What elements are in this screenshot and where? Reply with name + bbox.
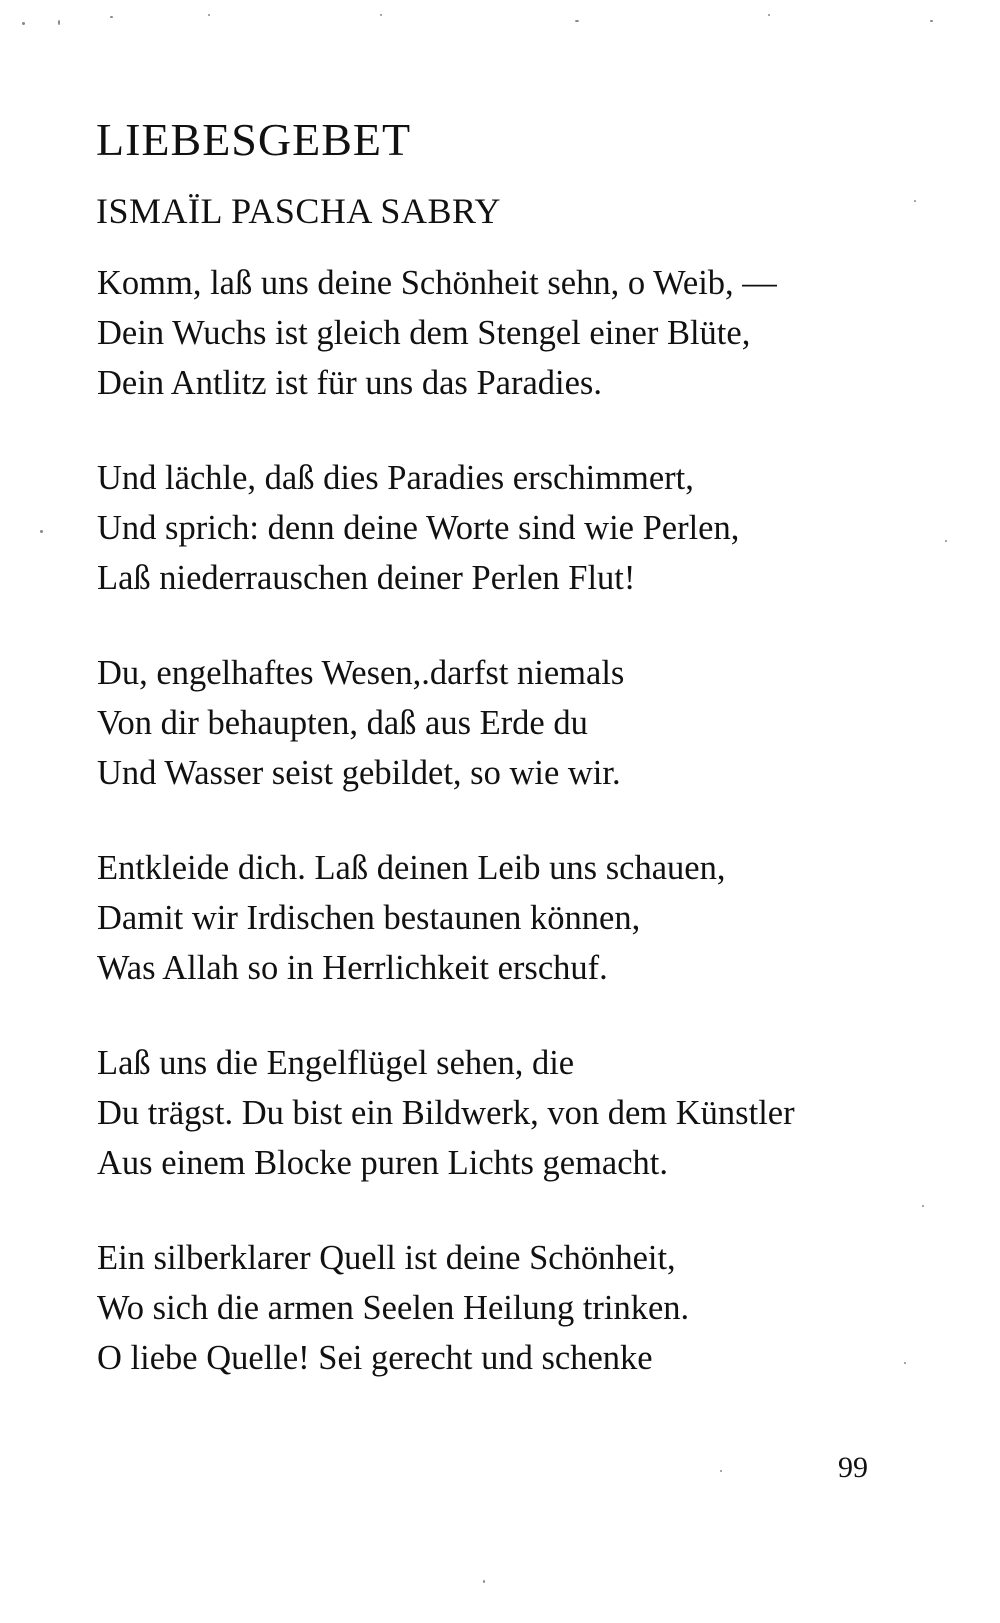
poem-line: Komm, laß uns deine Schönheit sehn, o Weib, — [97, 264, 777, 302]
stanza-3 [97, 648, 957, 798]
scan-speck [575, 20, 579, 22]
page-number: 99 [838, 1451, 868, 1484]
poem-line: Dein Antlitz ist für uns das Paradies. [97, 364, 602, 402]
scan-speck [768, 14, 770, 16]
scan-speck [208, 14, 210, 16]
poem-line: Laß niederrauschen deiner Perlen Flut! [97, 559, 636, 597]
poem-line: Von dir behaupten, daß aus Erde du [97, 704, 588, 742]
stanza-4 [97, 843, 957, 993]
poem-line: Wo sich die armen Seelen Heilung trinken. [97, 1289, 690, 1327]
poem-author: ISMAÏL PASCHA SABRY [96, 191, 501, 231]
poem-line: Entkleide dich. Laß deinen Leib uns schauen, [97, 849, 726, 887]
poem-line: Du, engelhaftes Wesen,.darfst niemals [97, 654, 625, 692]
scan-speck [110, 16, 113, 18]
scan-speck [922, 1205, 924, 1207]
scan-speck [720, 1470, 722, 1472]
scan-speck [483, 1580, 485, 1583]
stanza-6 [97, 1233, 957, 1383]
scan-speck [930, 20, 933, 22]
stanza-2 [97, 453, 957, 603]
stanza-5 [97, 1038, 957, 1188]
poem-body [97, 258, 957, 1428]
scan-speck [58, 20, 60, 25]
poem-line: Damit wir Irdischen bestaunen können, [97, 899, 641, 937]
poem-title: LIEBESGEBET [96, 114, 412, 165]
stanza-1 [97, 258, 957, 408]
poem-line: Dein Wuchs ist gleich dem Stengel einer Blüte, [97, 314, 751, 352]
poem-line: Was Allah so in Herrlichkeit erschuf. [97, 949, 608, 987]
scan-speck [945, 540, 947, 542]
poem-line: Ein silberklarer Quell ist deine Schönheit, [97, 1239, 676, 1277]
poem-line: Aus einem Blocke puren Lichts gemacht. [97, 1144, 669, 1182]
scan-speck [904, 1362, 906, 1364]
scan-speck [40, 530, 43, 533]
scan-speck [914, 200, 916, 202]
poem-line: O liebe Quelle! Sei gerecht und schenke [97, 1339, 653, 1377]
poem-line: Laß uns die Engelflügel sehen, die [97, 1044, 575, 1082]
poem-line: Du trägst. Du bist ein Bildwerk, von dem Künstler [97, 1094, 795, 1132]
poem-line: Und Wasser seist gebildet, so wie wir. [97, 754, 621, 792]
scan-speck [22, 22, 25, 25]
poem-line: Und lächle, daß dies Paradies erschimmert, [97, 459, 694, 497]
scan-speck [380, 14, 382, 16]
poem-line: Und sprich: denn deine Worte sind wie Perlen, [97, 509, 740, 547]
